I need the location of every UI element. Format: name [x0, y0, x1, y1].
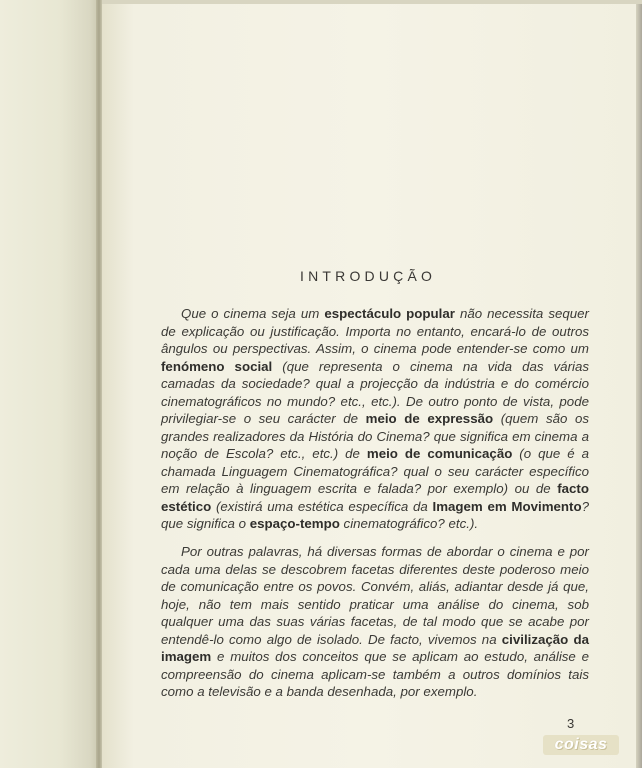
text-run: (o que é a chamada Linguagem Cinematográfica? qual o seu carácter específico em relação à linguagem escrita e falada? por exemplo) ou de: [161, 446, 589, 496]
bold-term: civilização da imagem: [161, 631, 589, 664]
watermark-logo: coisas: [543, 735, 619, 755]
page-number: 3: [567, 716, 575, 731]
bold-term: meio de comunicação: [366, 446, 513, 461]
paragraph-1: [161, 305, 589, 533]
text-run: Que o cinema seja um: [181, 306, 325, 321]
text-run: não necessita sequer de explicação ou justificação. Importa no entanto, encará-lo de outros ângulos ou perspectivas. Assim, o cinema pode entender-se como um: [161, 306, 589, 356]
bold-term: espectáculo popular: [324, 306, 455, 321]
text-run: cinematográfico? etc.).: [339, 516, 479, 531]
text-run: (quem são os grandes realizadores da História do Cinema? que significa em cinema a noção de Escola? etc., etc.) de: [161, 411, 590, 461]
bold-term: fenómeno social: [161, 358, 273, 374]
text-run: e muitos dos conceitos que se aplicam ao estudo, análise e compreensão do cinema aplicam-se também a outros domínios tais como a televisão e a banda desenhada, por exemplo.: [161, 649, 589, 699]
text-run: (que representa o cinema na vida das várias camadas da sociedade? qual a projecção da indústria e do comércio cinematográficos no mundo? etc., etc.). De outro ponto de vista, pode privilegiar-se o seu carácter de: [161, 358, 590, 426]
left-page: [0, 0, 100, 768]
page-edge: [636, 0, 642, 768]
bold-term: facto estético: [161, 481, 589, 514]
bold-term: meio de expressão: [365, 411, 494, 426]
text-run: Por outras palavras, há diversas formas de abordar o cinema e por cada uma delas se descobrem facetas diferentes deste poderoso meio de comunicação entre os povos. Convém, aliás, adiantar desde já que, hoje, não tem mais sentido praticar uma análise do cinema, sob qualquer uma das suas várias facetas, de tal modo que se acabe por entendê-lo como algo de isolado. De facto, vivemos na: [161, 544, 589, 647]
chapter-heading: INTRODUÇÃO: [300, 268, 437, 284]
bold-term: Imagem em Movimento: [432, 498, 582, 514]
text-run: ? que significa o: [161, 498, 589, 531]
text-run: (existirá uma estética específica da: [211, 498, 433, 514]
page-top-edge: [102, 0, 642, 4]
bold-term: espaço-tempo: [249, 516, 340, 531]
paragraph-2: [161, 543, 589, 701]
